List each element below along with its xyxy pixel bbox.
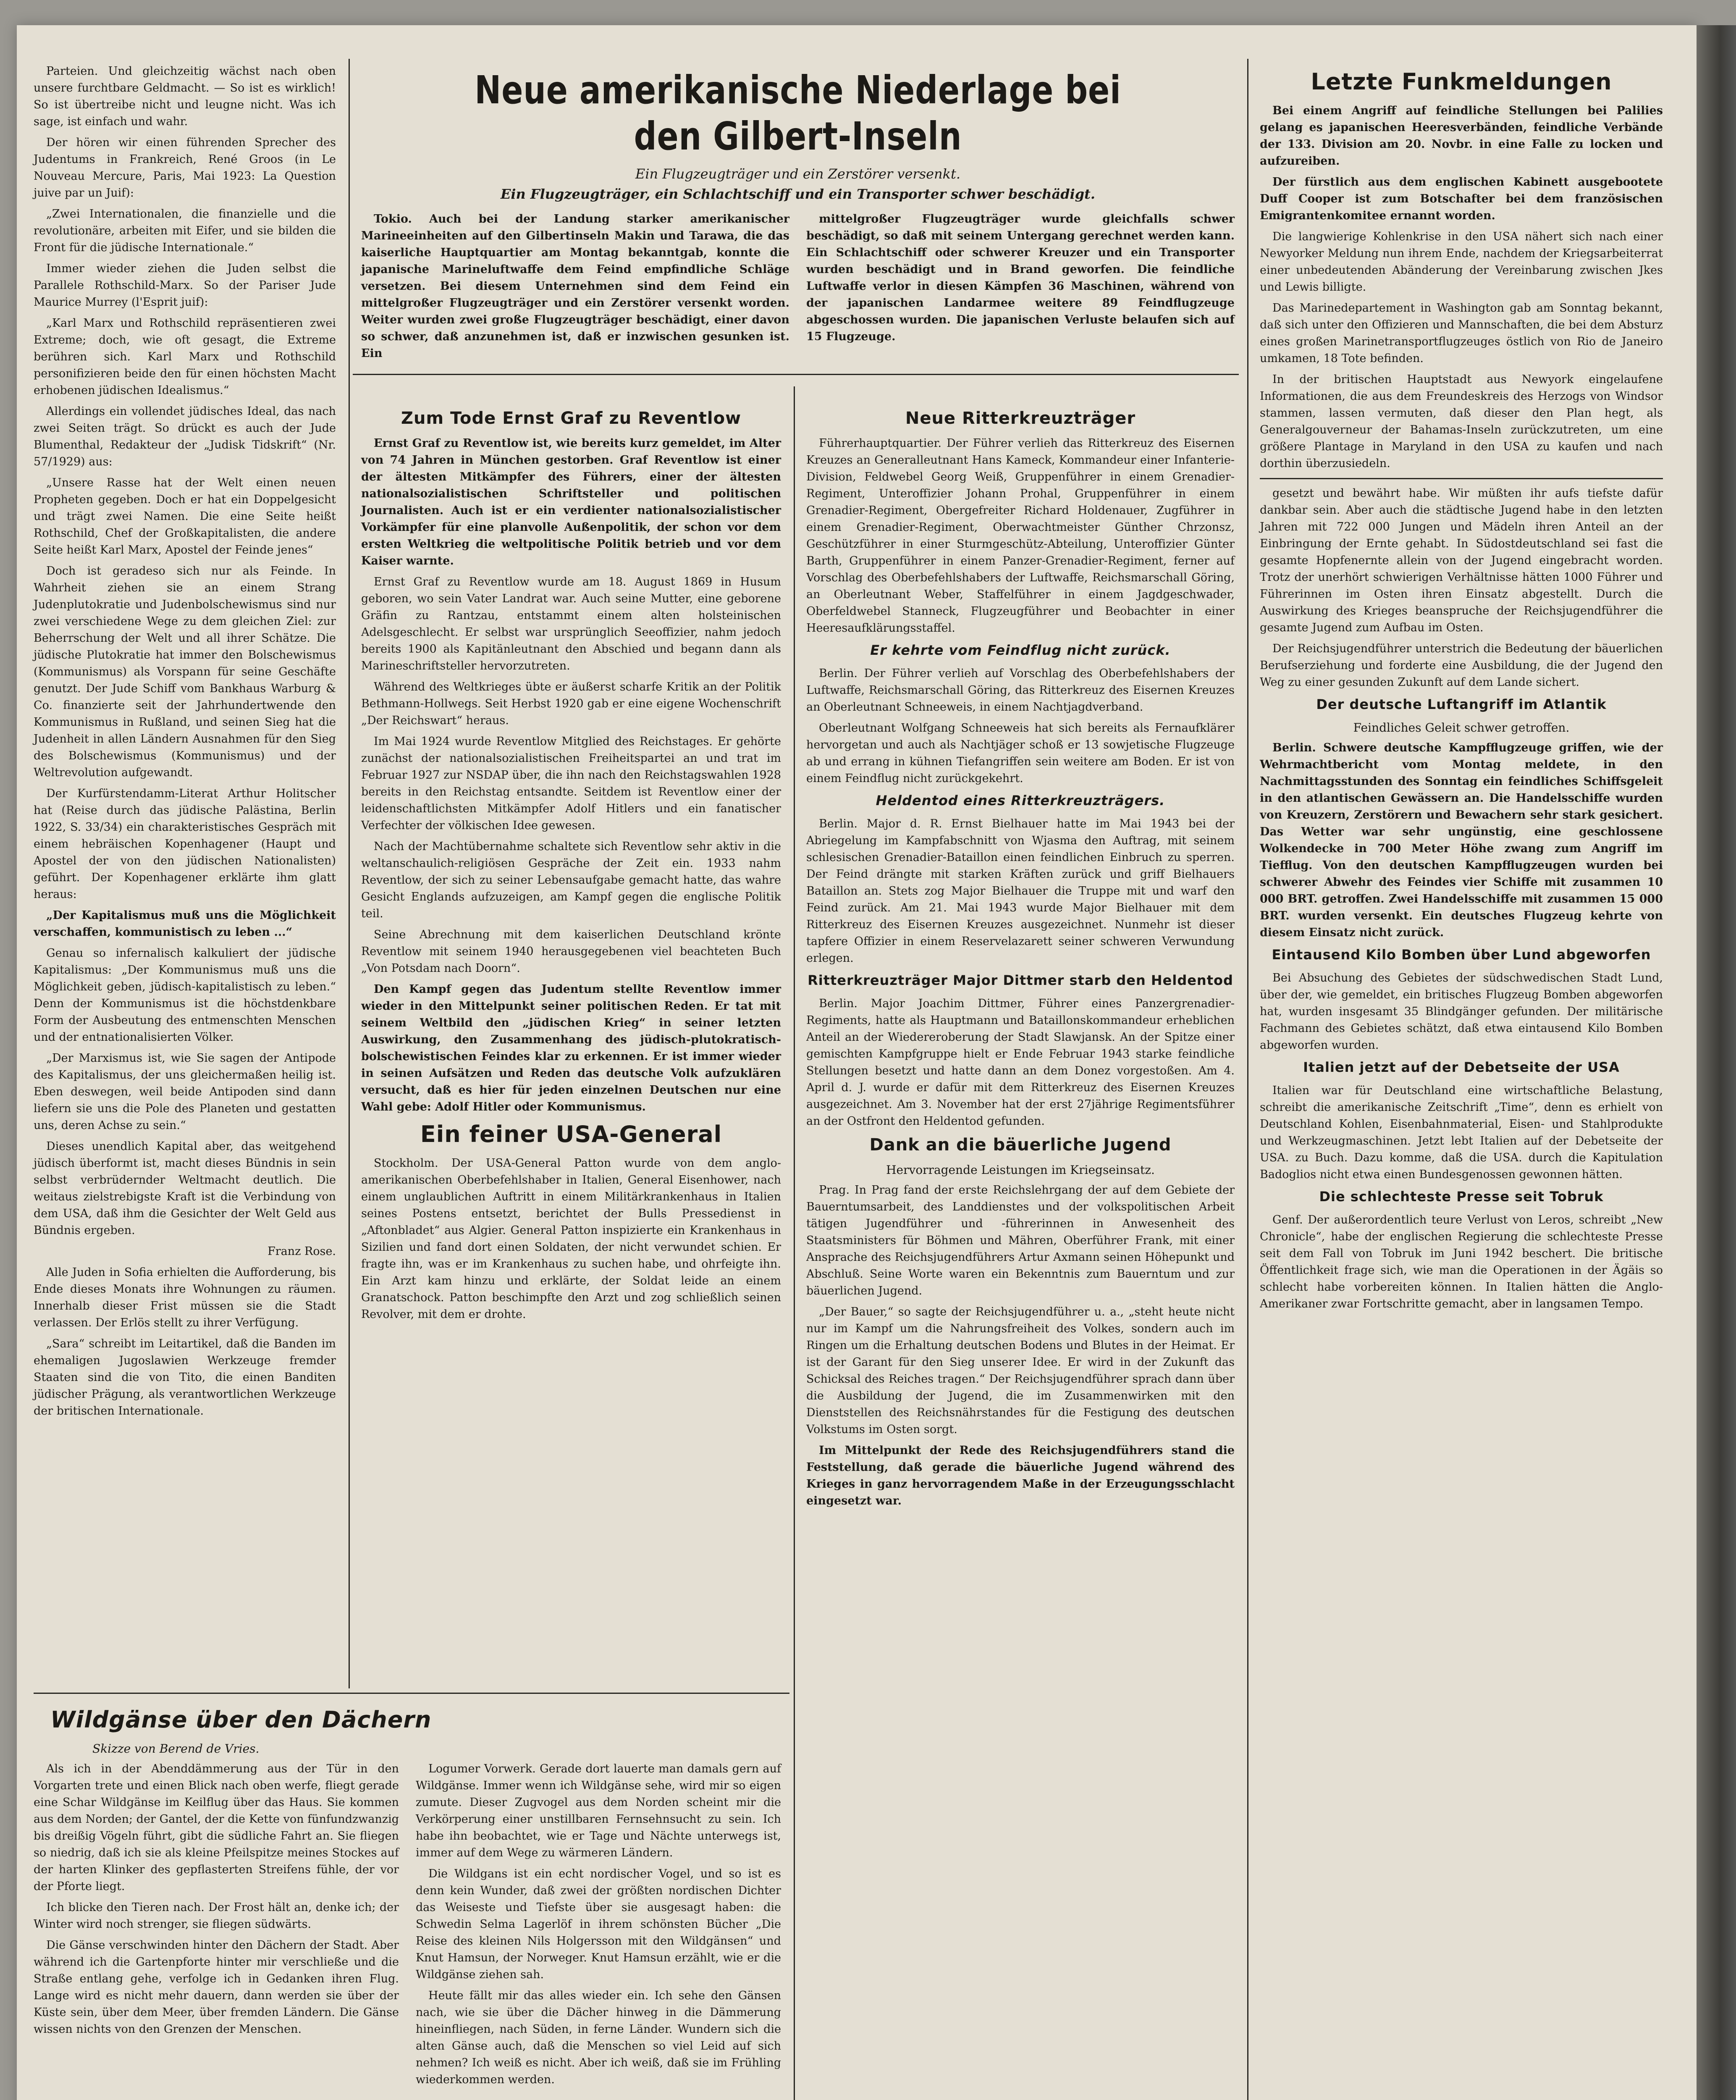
paragraph: Alle Juden in Sofia erhielten die Aufforderung, bis Ende dieses Monats ihre Wohnungen zu räumen. Innerhalb dieser Frist müssen sie die Stadt verlassen. Der Erlös stellt zu ihrer Verfügung. (34, 1266, 336, 1329)
paragraph: Berlin. Major Joachim Dittmer, Führer eines Panzergrenadier-Regiments, hatte als Hauptmann und Bataillonskommandeur erheblichen Anteil an der Wiedereroberung der Stadt Slawjansk. An der Spitze einer gemischten Kampfgruppe hielt er Ende Februar 1943 starke feindliche Stellungen besetzt und hatte dann an dem Donez vorgestoßen. Am 4. April d. J. wurde er dafür mit dem Ritterkreuz des Eisernen Kreuzes ausgezeichnet. Am 3. November hat der erst 27jährige Regimentsführer an der Ostfront den Heldentod gefunden. (806, 997, 1235, 1128)
newspaper-page (17, 25, 1697, 2100)
column-funkmeldungen (1260, 63, 1663, 2100)
paragraph: Genau so infernalisch kalkuliert der jüdische Kapitalismus: „Der Kommunismus muß uns die Möglichkeit geben, jüdisch-kapitalistisch zu leben.“ Denn der Kommunismus ist die höchstdenkbare Form der Ausbeutung des entmenschten Menschen und der entnationalisierten Völker. (34, 947, 336, 1044)
article-heading: Der deutsche Luftangriff im Atlantik (1316, 696, 1607, 712)
paragraph: Parteien. Und gleichzeitig wächst nach oben unsere furchtbare Geldmacht. — So ist es wirklich! So ist übertreibe nicht und leugne nicht. Was ich sage, ist einfach und wahr. (34, 65, 336, 128)
headline-subtitle: Ein Flugzeugträger und ein Zerstörer versenkt. (635, 166, 961, 182)
article-heading: Italien jetzt auf der Debetseite der USA (1303, 1059, 1620, 1075)
article-subheading: Er kehrte vom Feindflug nicht zurück. (870, 642, 1171, 658)
author-signature: Franz Rose. (267, 1245, 336, 1258)
paragraph: „Sara“ schreibt im Leitartikel, daß die Banden im ehemaligen Jugoslawien Werkzeuge fremder Staaten sind die von Tito, die einen Banditen jüdischer Prägung, als verantwortlichen Werkzeuge der britischen Internationale. (34, 1337, 336, 1418)
paragraph: Berlin. Major d. R. Ernst Bielhauer hatte im Mai 1943 bei der Abriegelung im Kampfabschnitt von Wjasma den Auftrag, mit seinem schlesischen Grenadier-Bataillon einen feindlichen Einbruch zu sperren. Der Feind drängte mit starken Kräften zurück und griff Bielhauers Bataillon an. Stets zog Major Bielhauer die Truppe mit und warf den Feind zurück. Am 21. Mai 1943 wurde Major Bielhauer mit dem Ritterkreuz des Eisernen Kreuzes ausgezeichnet. Nunmehr ist dieser tapfere Offizier in einem Reservelazarett seiner schweren Verwundung erlegen. (806, 817, 1235, 965)
paragraph: Die Wildgans ist ein echt nordischer Vogel, und so ist es denn kein Wunder, daß zwei der größten nordischen Dichter das Weiseste und Tiefste über sie ausgesagt haben: die Schwedin Selma Lagerlöf in ihrem schönsten Bücher „Die Reise des kleinen Nils Holgersson mit den Wildgänsen“ und Knut Hamsun, der Norweger. Knut Hamsun erzählt, wie er die Wildgänse ziehen sah. (416, 1867, 781, 1981)
paragraph: „Der Bauer,“ so sagte der Reichsjugendführer u. a., „steht heute nicht nur im Kampf um die Nahrungsfreiheit des Volkes, sondern auch im Ringen um die Erhaltung deutschen Bodens und Blutes in der Heimat. Er ist der Garant für den Sieg unserer Idee. Er wird in der Zukunft das Schicksal des Reiches tragen.“ Der Reichsjugendführer sprach dann über die Ausbildung der Jugend, die im Zusammenwirken mit den Dienststellen des Reichsnährstandes für die Festigung des deutschen Volkstums im Osten sorgt. (806, 1305, 1235, 1436)
section-rule (34, 1693, 789, 1694)
article-subheading: Hervorragende Leistungen im Kriegseinsatz. (886, 1163, 1155, 1177)
paragraph: Seine Abrechnung mit dem kaiserlichen Deutschland krönte Reventlow mit seinem 1940 herausgegebenen viel beachteten Buch „Von Potsdam nach Doorn“. (361, 928, 781, 975)
article-subheading: Feindliches Geleit schwer getroffen. (1353, 721, 1570, 735)
paragraph: Stockholm. Der USA-General Patton wurde von dem anglo-amerikanischen Oberbefehlshaber in Italien, General Eisenhower, nach einem unglaublichen Auftritt in einem Militärkrankenhaus in Italien seines Postens entsetzt, berichtet der Bulls Pressedienst in „Aftonbladet“ aus Algier. General Patton inspizierte ein Krankenhaus in Sizilien und fand dort einen Soldaten, der nicht verwundet schien. Er fragte ihn, was er im Krankenhaus zu suchen habe, und ohrfeigte ihn. Ein Arzt kam hinzu und erklärte, der Soldat leide an einem Granatschock. Patton beschimpfte den Arzt und zog schließlich seinen Revolver, mit dem er drohte. (361, 1157, 781, 1321)
paragraph: Heute fällt mir das alles wieder ein. Ich sehe den Gänsen nach, wie sie über die Dächer hinweg in die Dämmerung hineinfliegen, nach Süden, in ferne Länder. Wundern sich die alten Gänse auch, daß die Menschen so viel Leid auf sich nehmen? Ich weiß es nicht. Aber ich weiß, daß sie im Frühling wiederkommen werden. (416, 1989, 781, 2086)
column-politics (34, 63, 336, 1418)
paragraph: Während des Weltkrieges übte er äußerst scharfe Kritik an der Politik Bethmann-Hollwegs. Seit Herbst 1920 gab er eine eigene Wochenschrift „Der Reichswart“ heraus. (361, 680, 781, 727)
paragraph: In der britischen Hauptstadt aus Newyork eingelaufene Informationen, die aus dem Freundeskreis des Herzogs von Windsor stammen, lassen vermuten, daß dieser den Plan hegt, als Generalgouverneur der Bahamas-Inseln zurückzutreten, um eine größere Plantage in Maryland in den USA zu kaufen und nach dorthin überzusiedeln. (1260, 373, 1663, 470)
headline-text: Tokio. Auch bei der Landung starker amerikanischer Marineeinheiten auf den Gilbertinseln Makin und Tarawa, die das kaiserliche Hauptquartier am Montag bekanntgab, konnte die japanische Marineluftwaffe dem Feind empfindliche Schläge versetzen. Bei diesem Unternehmen sind dem Feind ein mittelgroßer Flugzeugträger und ein Zerstörer versenkt worden. Weiter wurden zwei große Flugzeugträger beschädigt, einer davon so schwer, daß anzunehmen ist, daß er inzwischen gesunken ist. Ein (361, 213, 789, 360)
article-subheading: Ritterkreuzträger Major Dittmer starb den Heldentod (808, 972, 1233, 988)
paragraph: Die langwierige Kohlenkrise in den USA nähert sich nach einer Newyorker Meldung nun ihrem Ende, nachdem der Kriegsarbeiterrat einer unbedeutenden Abänderung der Vereinbarung zwischen Jkes und Lewis billigte. (1260, 230, 1663, 294)
paragraph: Ernst Graf zu Reventlow ist, wie bereits kurz gemeldet, im Alter von 74 Jahren in München gestorben. Graf Reventlow ist einer der ältesten Mitkämpfer des Führers, einer der ältesten nationalsozialistischen Schriftsteller und politischen Journalisten. Auch ist er ein verdienter nationalsozialistischer Vorkämpfer für eine planvolle Außenpolitik, der schon vor dem ersten Weltkrieg die weltpolitische Politik betrieb und vor dem Kaiser warnte. (361, 437, 781, 567)
paragraph: Italien war für Deutschland eine wirtschaftliche Belastung, schreibt die amerikanische Zeitschrift „Time“, denn es erhielt von Deutschland Kohlen, Eisenbahnmaterial, Eisen- und Stahlprodukte und Werkzeugmaschinen. Jetzt lebt Italien auf der Debetseite der USA. zu Buch. Dazu komme, daß die USA. durch die Kapitulation Badoglios nicht etwa einen Bundesgenossen gewonnen hätten. (1260, 1084, 1663, 1181)
paragraph: Der Kurfürstendamm-Literat Arthur Holitscher hat (Reise durch das jüdische Palästina, Berlin 1922, S. 33/34) ein charakteristisches Gespräch mit einem hebräischen Kopenhagener (Haupt und Apostel der von den jüdischen Nationalisten) geführt. Der Kopenhagener erklärte ihm glatt heraus: (34, 787, 336, 901)
article-heading: Zum Tode Ernst Graf zu Reventlow (401, 409, 742, 428)
paragraph: Nach der Machtübernahme schaltete sich Reventlow sehr aktiv in die weltanschaulich-religiösen Gespräche der Zeit ein. 1933 nahm Reventlow, der sich zu seiner Lebensaufgabe gemacht hatte, das wahre Gesicht Englands aufzuzeigen, am Kampf gegen die englische Politik teil. (361, 840, 781, 920)
feature-byline: Skizze von Berend de Vries. (92, 1742, 260, 1756)
paragraph: Allerdings ein vollendet jüdisches Ideal, das nach zwei Seiten trägt. So drückt es auch der Jude Blumenthal, Redakteur der „Judisk Tidskrift“ (Nr. 57/1929) aus: (34, 405, 336, 468)
article-subheading: Heldentod eines Ritterkreuzträgers. (876, 793, 1165, 808)
paragraph: Genf. Der außerordentlich teure Verlust von Leros, schreibt „New Chronicle“, habe der englischen Regierung die schlechteste Presse seit dem Fall von Tobruk im Juni 1942 beschert. Die britische Öffentlichkeit frage sich, wie man die Operationen in der Ägäis so schlecht habe vorbereiten können. In Italien hätten die Anglo-Amerikaner zwar Fortschritte gemacht, aber in langsamen Tempo. (1260, 1213, 1663, 1310)
paragraph: Ernst Graf zu Reventlow wurde am 18. August 1869 in Husum geboren, wo sein Vater Landrat war. Auch seine Mutter, eine geborene Gräfin zu Rantzau, entstammt einem alten holsteinischen Adelsgeschlecht. Er selbst war ursprünglich Seeoffizier, nahm jedoch bereits 1900 als Kapitänleutnant den Abschied und begann dann als Marineschriftsteller hervorzutreten. (361, 575, 781, 672)
paragraph: „Unsere Rasse hat der Welt einen neuen Propheten gegeben. Doch er hat ein Doppelgesicht und trägt zwei Namen. Die eine Seite heißt Rothschild, Chef der Großkapitalisten, die andere Seite heißt Karl Marx, Apostel der Feinde jenes“ (34, 476, 336, 556)
paragraph: Berlin. Der Führer verlieh auf Vorschlag des Oberbefehlshabers der Luftwaffe, Reichsmarschall Göring, das Ritterkreuz des Eisernen Kreuzes an Oberleutnant Schneeweis, in einem Nachtjagdverband. (806, 667, 1235, 714)
paragraph: Bei Absuchung des Gebietes der südschwedischen Stadt Lund, über der, wie gemeldet, ein britisches Flugzeug Bomben abgeworfen hat, wurden insgesamt 35 Blindgänger gefunden. Der militärische Fachmann des Gebietes schätzt, daß etwa eintausend Kilo Bomben abgeworfen wurden. (1260, 971, 1663, 1052)
paragraph: Prag. In Prag fand der erste Reichslehrgang der auf dem Gebiete der Bauerntumsarbeit, des Landdienstes und der volkspolitischen Arbeit tätigen Jugendführer und -führerinnen in Anwesenheit des Staatsministers für Böhmen und Mähren, Oberführer Frank, mit einer Ansprache des Reichsjugendführers Artur Axmann seinen Höhepunkt und Abschluß. Seine Worte waren ein Bekenntnis zum Bauerntum und zur bäuerlichen Jugend. (806, 1184, 1235, 1297)
paragraph: Die Gänse verschwinden hinter den Dächern der Stadt. Aber während ich die Gartenpforte hinter mir verschließe und die Straße entlang gehe, verfolge ich in Gedanken ihren Flug. Lange wird es nicht mehr dauern, dann werden sie über der Küste sein, über dem Meer, über fremden Ländern. Die Gänse wissen nichts von den Grenzen der Menschen. (34, 1939, 399, 2036)
headline-rule (353, 374, 1239, 375)
paragraph: Im Mai 1924 wurde Reventlow Mitglied des Reichstages. Er gehörte zunächst der nationalsozialistischen Freiheitspartei an und trat im Februar 1927 zur NSDAP über, die ihn nach den Reichstagswahlen 1928 bereits in den Reichstag entsandte. Seitdem ist Reventlow einer der leidenschaftlichsten Mitkämpfer Adolf Hitlers und ein fanatischer Verfechter der völkischen Idee gewesen. (361, 735, 781, 832)
paragraph: Im Mittelpunkt der Rede des Reichsjugendführers stand die Feststellung, daß gerade die bäuerliche Jugend während des Krieges in ganz hervorragendem Maße in der Erzeugungsschlacht eingesetzt war. (806, 1444, 1235, 1507)
paragraph: Der Reichsjugendführer unterstrich die Bedeutung der bäuerlichen Berufserziehung und forderte eine Ausbildung, die der Jugend den Weg zu einer gesunden Zukunft auf dem Lande sichert. (1260, 642, 1663, 689)
paragraph: Oberleutnant Wolfgang Schneeweis hat sich bereits als Fernaufklärer hervorgetan und auch als Nachtjäger schoß er 13 sowjetische Flugzeuge ab und errang in kühnen Tiefangriffen sein weitere am Boden. Er ist von einem Feindflug nicht zurückgekehrt. (806, 722, 1235, 785)
quote: „Der Marxismus ist, wie Sie sagen der Antipode des Kapitalismus, der uns gleichermaßen heilig ist. Eben deswegen, weil beide Antipoden sind dann liefern sie uns die Pole des Planeten und gestatten uns, deren Achse zu sein.“ (34, 1052, 336, 1132)
feature-title: Wildgänse über den Dächern (50, 1706, 432, 1733)
paragraph: Berlin. Schwere deutsche Kampfflugzeuge griffen, wie der Wehrmachtbericht vom Montag meldete, in den Nachmittagsstunden des Sonntag ein feindliches Schiffsgeleit in den atlantischen Gewässern an. Die Handelsschiffe wurden von Kreuzern, Zerstörern und Bewachern sehr stark gesichert. Das Wetter war sehr ungünstig, eine geschlossene Wolkendecke in 700 Meter Höhe zwang zum Angriff im Tiefflug. Von den deutschen Kampfflugzeugen wurden bei schwerer Abwehr des Feindes vier Schiffe mit zusammen 10 000 BRT. getroffen. Zwei Handelsschiffe mit zusammen 15 000 BRT. wurden versenkt. Ein deutsches Flugzeug kehrte von diesem Einsatz nicht zurück. (1260, 741, 1663, 939)
divider (1260, 478, 1663, 479)
article-heading: Neue Ritterkreuzträger (905, 409, 1136, 428)
article-heading: Eintausend Kilo Bomben über Lund abgeworfen (1272, 947, 1651, 963)
headline-subtitle: Ein Flugzeugträger, ein Schlachtschiff und ein Transporter schwer beschädigt. (500, 186, 1096, 202)
article-heading: Die schlechteste Presse seit Tobruk (1319, 1189, 1604, 1205)
headline-box (361, 63, 1235, 365)
headline-text: mittelgroßer Flugzeugträger wurde gleichfalls schwer beschädigt, so daß mit seinem Untergang gerechnet werden kann. Ein Schlachtschiff oder schwerer Kreuzer und ein Transporter wurden beschädigt und in Brand geworfen. Die feindliche Luftwaffe verlor in diesen Kämpfen 36 Maschinen, während von der japanischen Landarmee weitere 89 Feindflugzeuge abgeschossen wurden. Die japanischen Verluste belaufen sich auf 15 Flugzeuge. (806, 213, 1235, 343)
paragraph: Den Kampf gegen das Judentum stellte Reventlow immer wieder in den Mittelpunkt seiner politischen Reden. Er tat mit seinem Weltbild den „jüdischen Krieg“ in seiner letzten Auswirkung, den Zusammenhang des jüdisch-plutokratisch-bolschewistischen Feindes klar zu erkennen. Er ist immer wieder in seinen Aufsätzen und Reden das deutsche Volk aufzuklären versucht, daß es hier für jeden einzelnen Deutschen nur eine Wahl gebe: Adolf Hitler oder Kommunismus. (361, 983, 781, 1113)
paragraph: Logumer Vorwerk. Gerade dort lauerte man damals gern auf Wildgänse. Immer wenn ich Wildgänse sehe, wird mir so eigen zumute. Dieser Zugvogel aus dem Norden scheint mir die Verkörperung einer unstillbaren Fernsehnsucht zu sein. Ich habe ihn beobachtet, wie er Tage und Nächte unterwegs ist, immer auf dem Wege zu wärmeren Ländern. (416, 1762, 781, 1859)
paragraph: gesetzt und bewährt habe. Wir müßten ihr aufs tiefste dafür dankbar sein. Aber auch die städtische Jugend habe in den letzten Jahren mit 722 000 Jungen und Mädeln ihren Anteil an der Einbringung der Ernte gehabt. In Südostdeutschland sei fast die gesamte Hopfenernte allein von der Jugend eingebracht worden. Trotz der unerhört schwierigen Verhältnisse hätten 1000 Führer und Führerinnen im Osten ihren Einsatz abgestellt. Durch die Auswirkung des Krieges beanspruche der Reichsjugendführer die gesamte Jugend zum Aufbau im Osten. (1260, 487, 1663, 634)
feature-story (34, 1701, 781, 2100)
column-ritterkreuz (806, 403, 1235, 2100)
column-rule (349, 59, 350, 1688)
quote: „Der Kapitalismus muß uns die Möglichkeit verschaffen, kommunistisch zu leben ...“ (34, 909, 336, 939)
paragraph: Immer wieder ziehen die Juden selbst die Parallele Rothschild-Marx. So der Pariser Jude Maurice Murrey (l'Esprit juif): (34, 262, 336, 309)
paragraph: Dieses unendlich Kapital aber, das weitgehend jüdisch überformt ist, macht dieses Bündnis in sein selbst verbrüdernder Weltmacht deutlich. Die weitaus zielstrebigste Kraft ist die Verbindung von dem USA, daß ihm die Gesichter der Welt Geld aus Bündnis ergeben. (34, 1140, 336, 1237)
article-heading: Ein feiner USA-General (420, 1121, 722, 1147)
article-heading: Letzte Funkmeldungen (1311, 68, 1612, 95)
article-heading: Dank an die bäuerliche Jugend (869, 1135, 1172, 1155)
column-rule (1247, 59, 1248, 2100)
page-edge (1697, 25, 1736, 2100)
column-rule (794, 386, 795, 2100)
paragraph: „Zwei Internationalen, die finanzielle und die revolutionäre, arbeiten mit Eifer, und sie bilden die Front für die jüdische Internationale.“ (34, 207, 336, 254)
paragraph: Bei einem Angriff auf feindliche Stellungen bei Palilies gelang es japanischen Heeresverbänden, feindliche Verbände der 133. Division am 20. Novbr. in eine Falle zu locken und aufzureiben. (1260, 104, 1663, 168)
column-reventlow (361, 403, 781, 1697)
paragraph: „Karl Marx und Rothschild repräsentieren zwei Extreme; doch, wie oft gesagt, die Extreme berühren sich. Karl Marx und Rothschild personifizieren beide den für einen höchsten Macht erhobenen jüdischen Idealismus.“ (34, 317, 336, 397)
paragraph: Der hören wir einen führenden Sprecher des Judentums in Frankreich, René Groos (in Le Nouveau Mercure, Paris, Mai 1923: La Question juive par un Juif): (34, 136, 336, 200)
paragraph: Führerhauptquartier. Der Führer verlieh das Ritterkreuz des Eisernen Kreuzes an Generalleutnant Hans Kameck, Kommandeur einer Infanterie-Division, Feldwebel Georg Weiß, Gruppenführer in einem Grenadier-Regiment, Unteroffizier Johann Prohal, Gruppenführer in einem Grenadier-Regiment, Obergefreiter Richard Holdenauer, Zugführer in einem Grenadier-Regiment, Oberwachtmeister Günther Chrzonsz, Geschützführer in einer Sturmgeschütz-Abteilung, Unteroffizier Günter Barth, Gruppenführer in einem Panzer-Grenadier-Regiment, ferner auf Vorschlag des Oberbefehlshabers der Luftwaffe, Reichsmarschall Göring, an Oberleutnant Weber, Staffelführer in einem Jagdgeschwader, Oberfeldwebel Stanneck, Flugzeugführer und Beobachter in einer Heeresaufklärungsstaffel. (806, 437, 1235, 635)
paragraph: Doch ist geradeso sich nur als Feinde. In Wahrheit ziehen sie an einem Strang Judenplutokratie und Judenbolschewismus sind nur zwei verschiedene Wege zu dem gleichen Ziel: zur Beherrschung der Welt und all ihrer Schätze. Die jüdische Plutokratie hat immer den Bolschewismus (Kommunismus) als Vorspann für seine Geschäfte genutzt. Der Jude Schiff vom Bankhaus Warburg & Co. finanzierte seit der Jahrhundertwende den Kommunismus in Rußland, und seinen Sieg hat die Judenheit in allen Ländern Ausnahmen für den Sieg des Bolschewismus (Kommunismus) und der Weltrevolution aufgewandt. (34, 564, 336, 779)
paragraph: Ich blicke den Tieren nach. Der Frost hält an, denke ich; der Winter wird noch strenger, sie fliegen südwärts. (34, 1901, 399, 1931)
paragraph: Das Marinedepartement in Washington gab am Sonntag bekannt, daß sich unter den Offizieren und Mannschaften, die bei dem Absturz eines großen Marinetransportflugzeuges östlich von Rio de Janeiro umkamen, 18 Tote befinden. (1260, 302, 1663, 365)
paragraph: Der fürstlich aus dem englischen Kabinett ausgebootete Duff Cooper ist zum Botschafter bei dem französischen Emigrantenkomitee ernannt worden. (1260, 176, 1663, 222)
paragraph: Als ich in der Abenddämmerung aus der Tür in den Vorgarten trete und einen Blick nach oben werfe, fliegt gerade eine Schar Wildgänse im Keilflug über das Haus. Sie kommen aus dem Norden; der Gantel, der die Kette von fünfundzwanzig bis dreißig Vögeln führt, gibt die südliche Fahrt an. Sie fliegen so niedrig, daß ich sie als kleine Pfeilspitze meines Stockes auf der harten Klinker des gepflasterten Streifens fühle, der vor der Pforte liegt. (34, 1762, 399, 1893)
main-headline: Neue amerikanische Niederlage bei den Gilbert-Inseln (475, 68, 1121, 159)
